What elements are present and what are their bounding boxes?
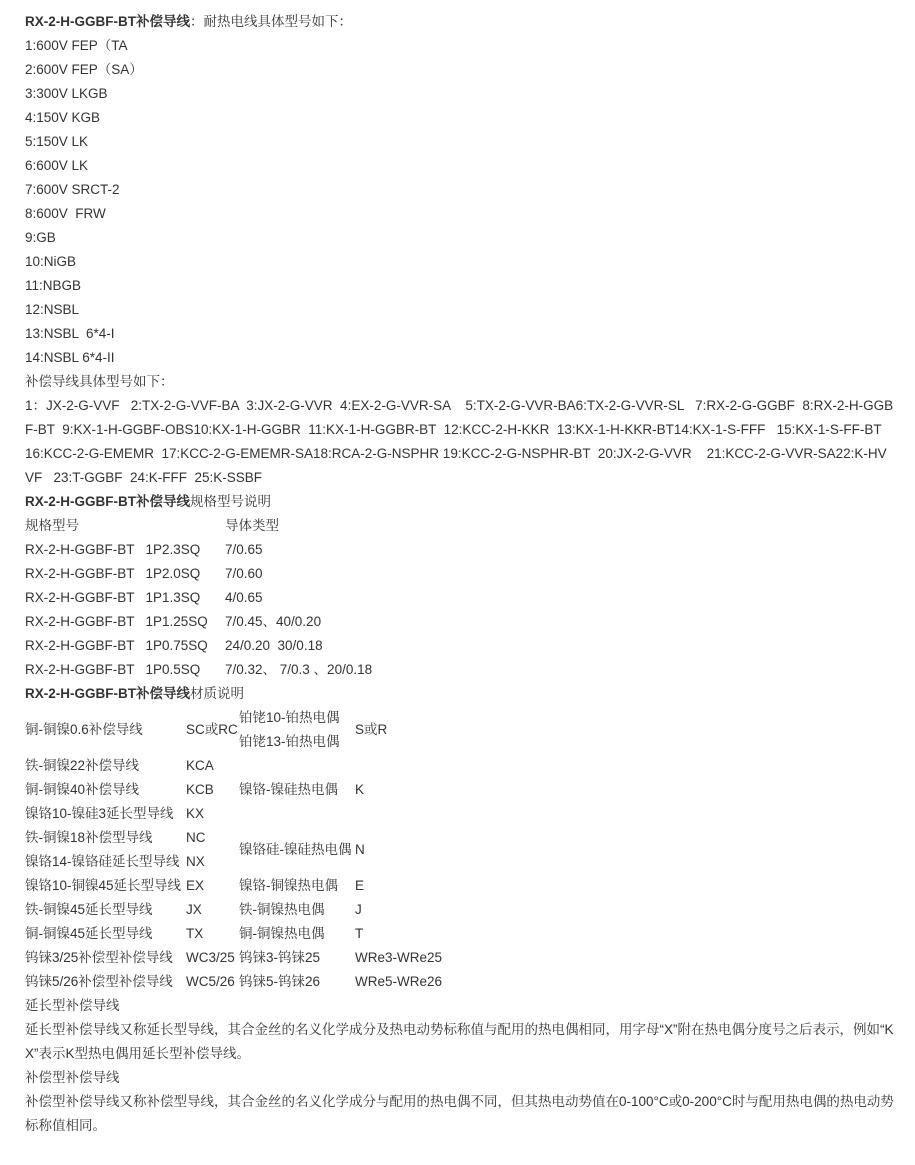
heat-model-item: 9:GB	[25, 230, 56, 245]
wire-name: 镍铬10-铜镍45延长型导线	[25, 878, 182, 893]
heat-model-item: 14:NSBL 6*4-II	[25, 350, 115, 365]
table-row	[25, 946, 442, 970]
thermocouple-cell	[239, 706, 355, 754]
heat-model-item: 13:NSBL 6*4-I	[25, 326, 115, 341]
extension-paragraph: 延长型补偿导线又称延长型导线，其合金丝的名义化学成分及热电动势标称值与配用的热电偶相同，用字母“X”附在热电偶分度号之后表示，例如“KX”表示K型热电偶用延长型补偿导线。	[25, 1022, 894, 1061]
material-heading	[25, 682, 899, 706]
heat-model-item: 1:600V FEP（TA	[25, 38, 128, 53]
wire-code: WC3/25	[186, 950, 235, 965]
wire-name: 钨铼3/25补偿型补偿导线	[25, 950, 173, 965]
spec-conductor: 24/0.20 30/0.18	[225, 638, 323, 653]
wire-name: 镍铬14-镍铬硅延长型导线	[25, 854, 180, 869]
heat-model-item: 7:600V SRCT-2	[25, 182, 120, 197]
spec-model: RX-2-H-GGBF-BT 1P0.75SQ	[25, 638, 208, 653]
wire-code: SC或RC	[186, 722, 238, 737]
wire-name: 镍铬10-镍硅3延长型导线	[25, 806, 174, 821]
thermocouple: 镍铬-镍硅热电偶	[239, 782, 338, 797]
comp-models-list: 1：JX-2-G-VVF 2:TX-2-G-VVF-BA 3:JX-2-G-VVR 4:EX-2-G-VVR-SA 5:TX-2-G-VVR-BA6:TX-2-G-VVR-SL 7:RX-2-G-GGBF 8:RX-2-H-GGBF-BT 9:KX-1-H-GGBF-OBS10:KX-1-H-GGBR 11:KX-1-H-GGBR-BT 12:KCC-2-H-KKR 13:KX-1-H-KKR-BT14:KX-1-S-FFF 15:KX-1-S-FF-BT 16:KCC-2-G-EMEMR 17:KCC-2-G-EMEMR-SA18:RCA-2-G-NSPHR 19:KCC-2-G-NSPHR-BT 20:JX-2-G-VVR 21:KCC-2-G-VVR-SA22:K-HVVF 23:T-GGBF 24:K-FFF 25:K-SSBF	[25, 398, 894, 485]
wire-code: TX	[186, 926, 204, 941]
thermocouple: 镍铬硅-镍硅热电偶	[239, 842, 352, 857]
wire-code: KCA	[186, 758, 214, 773]
thermocouple: 铜-铜镍热电偶	[239, 926, 325, 941]
spec-col-conductor: 导体类型	[225, 518, 279, 533]
table-row	[25, 658, 372, 682]
thermocouple-type: N	[355, 842, 365, 857]
thermocouple-type: J	[355, 902, 362, 917]
spec-model: RX-2-H-GGBF-BT 1P2.0SQ	[25, 566, 201, 581]
thermocouple-type-empty	[355, 754, 442, 778]
extension-heading: 延长型补偿导线	[25, 998, 120, 1013]
comp-models-heading: 补偿导线具体型号如下：	[25, 374, 174, 389]
spec-conductor: 7/0.45、40/0.20	[225, 614, 322, 629]
heat-model-item: 3:300V LKGB	[25, 86, 108, 101]
spec-conductor: 4/0.65	[225, 590, 263, 605]
heat-model-item: 5:150V LK	[25, 134, 89, 149]
wire-code: EX	[186, 878, 205, 893]
spec-header-row	[25, 514, 372, 538]
spec-model: RX-2-H-GGBF-BT 1P1.25SQ	[25, 614, 208, 629]
table-row	[25, 754, 442, 778]
wire-code: JX	[186, 902, 202, 917]
thermocouple: 铁-铜镍热电偶	[239, 902, 325, 917]
table-row	[25, 562, 372, 586]
material-title-rest: 材质说明	[190, 686, 244, 701]
spec-title-rest: 规格型号说明	[190, 494, 271, 509]
table-row	[25, 826, 442, 850]
material-table	[25, 706, 442, 994]
intro-title-bold: RX-2-H-GGBF-BT补偿导线	[25, 14, 190, 29]
wire-code: KCB	[186, 782, 214, 797]
thermocouple: 铂铑13-铂热电偶	[239, 734, 340, 749]
table-row	[25, 586, 372, 610]
spec-conductor: 7/0.65	[225, 542, 263, 557]
material-title-bold: RX-2-H-GGBF-BT补偿导线	[25, 686, 190, 701]
table-row	[25, 706, 442, 754]
thermocouple-empty	[239, 754, 355, 778]
wire-name: 铁-铜镍18补偿型导线	[25, 830, 153, 845]
table-row	[25, 922, 442, 946]
thermocouple-type-empty	[355, 802, 442, 826]
spec-conductor: 7/0.32、 7/0.3 、20/0.18	[225, 662, 373, 677]
heat-model-item: 8:600V FRW	[25, 206, 106, 221]
thermocouple-type: S或R	[355, 722, 388, 737]
heat-model-item: 6:600V LK	[25, 158, 89, 173]
heat-model-item: 11:NBGB	[25, 278, 82, 293]
spec-heading	[25, 490, 899, 514]
intro-heading	[25, 10, 899, 34]
thermocouple-type: WRe3-WRe25	[355, 950, 443, 965]
thermocouple: 镍铬-铜镍热电偶	[239, 878, 338, 893]
wire-code: WC5/26	[186, 974, 235, 989]
thermocouple-type: WRe5-WRe26	[355, 974, 443, 989]
table-row	[25, 898, 442, 922]
wire-name: 铜-铜镍0.6补偿导线	[25, 722, 143, 737]
wire-name: 钨铼5/26补偿型补偿导线	[25, 974, 173, 989]
table-row	[25, 778, 442, 802]
wire-name: 铁-铜镍22补偿导线	[25, 758, 140, 773]
heat-model-item: 10:NiGB	[25, 254, 77, 269]
wire-name: 铁-铜镍45延长型导线	[25, 902, 153, 917]
wire-name: 铜-铜镍40补偿导线	[25, 782, 140, 797]
wire-code: NC	[186, 830, 206, 845]
table-row	[25, 538, 372, 562]
spec-col-model: 规格型号	[25, 518, 79, 533]
thermocouple-type: K	[355, 782, 365, 797]
thermocouple-empty	[239, 802, 355, 826]
table-row	[25, 610, 372, 634]
thermocouple: 钨铼5-钨铼26	[239, 974, 321, 989]
heat-model-item: 4:150V KGB	[25, 110, 101, 125]
wire-name: 铜-铜镍45延长型导线	[25, 926, 153, 941]
spec-title-bold: RX-2-H-GGBF-BT补偿导线	[25, 494, 190, 509]
thermocouple: 钨铼3-钨铼25	[239, 950, 321, 965]
thermocouple-type: E	[355, 878, 365, 893]
intro-title-rest: ：耐热电线具体型号如下：	[190, 14, 352, 29]
table-row	[25, 874, 442, 898]
spec-conductor: 7/0.60	[225, 566, 263, 581]
spec-table	[25, 514, 372, 682]
spec-model: RX-2-H-GGBF-BT 1P1.3SQ	[25, 590, 201, 605]
table-row	[25, 802, 442, 826]
thermocouple-type: T	[355, 926, 364, 941]
wire-code: KX	[186, 806, 205, 821]
heat-model-item: 2:600V FEP（SA）	[25, 62, 143, 77]
table-row	[25, 970, 442, 994]
compensation-heading: 补偿型补偿导线	[25, 1070, 120, 1085]
compensation-paragraph: 补偿型补偿导线又称补偿型导线，其合金丝的名义化学成分与配用的热电偶不同，但其热电动势值在0-100°C或0-200°C时与配用热电偶的热电动势标称值相同。	[25, 1094, 894, 1133]
thermocouple: 铂铑10-铂热电偶	[239, 710, 340, 725]
wire-code: NX	[186, 854, 205, 869]
table-row	[25, 634, 372, 658]
spec-model: RX-2-H-GGBF-BT 1P2.3SQ	[25, 542, 201, 557]
heat-model-item: 12:NSBL	[25, 302, 80, 317]
spec-model: RX-2-H-GGBF-BT 1P0.5SQ	[25, 662, 201, 677]
